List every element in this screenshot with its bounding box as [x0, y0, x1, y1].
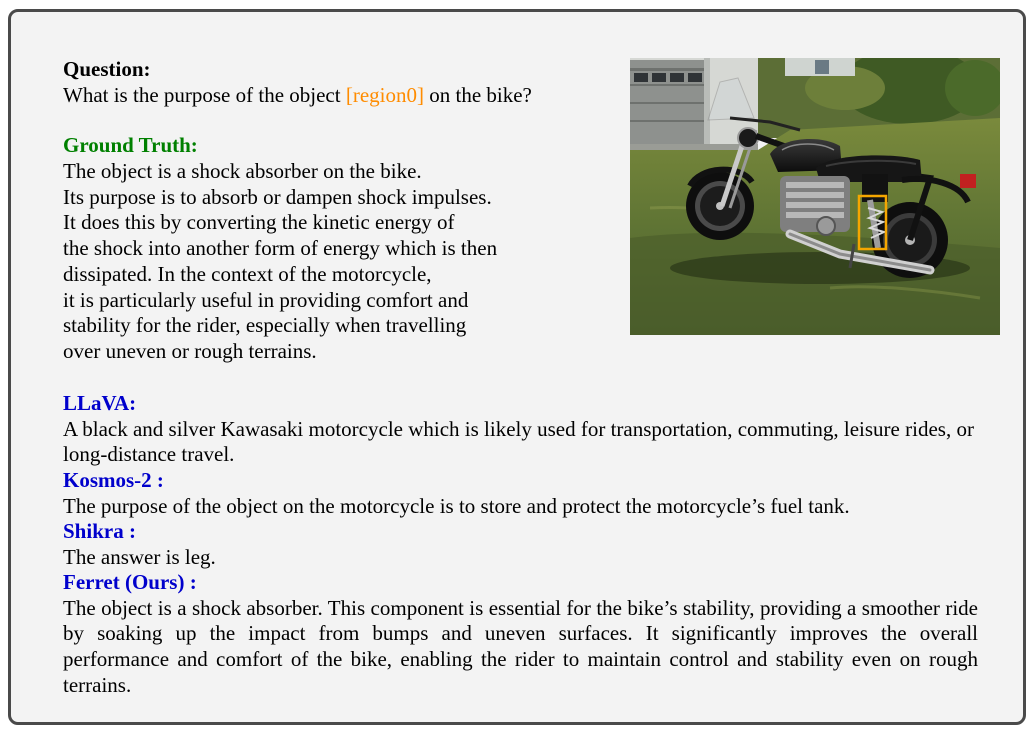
ground-truth-line: It does this by converting the kinetic energy of [63, 210, 455, 235]
question-prefix: What is the purpose of the object [63, 83, 346, 107]
ferret-answer: The object is a shock absorber. This component is essential for the bike’s stability, providing a smoother ride by soaking up the impact from bumps and uneven surfaces. It significantly improves the overall performance and comfort of the bike, enabling the rider to maintain control and stability even on rough terrains. [63, 595, 978, 697]
kosmos-answer: The purpose of the object on the motorcycle is to store and protect the motorcycle’s fuel tank. [63, 493, 850, 518]
ground-truth-line: dissipated. In the context of the motorcycle, [63, 261, 432, 286]
ground-truth-line: over uneven or rough terrains. [63, 338, 317, 363]
ground-truth-line: it is particularly useful in providing comfort and [63, 287, 469, 312]
shikra-answer: The answer is leg. [63, 544, 216, 569]
llava-heading: LLaVA: [63, 391, 137, 415]
question-heading: Question: [63, 57, 151, 81]
ground-truth-line: the shock into another form of energy which is then [63, 236, 498, 261]
shikra-heading: Shikra : [63, 519, 136, 543]
llava-answer: A black and silver Kawasaki motorcycle which is likely used for transportation, commuting, leisure rides, or long-distance travel. [63, 416, 974, 467]
question-suffix: on the bike? [423, 83, 532, 107]
region-token: [region0] [345, 83, 424, 107]
ground-truth-line: The object is a shock absorber on the bike. [63, 159, 422, 183]
question-text [63, 83, 532, 109]
ground-truth-line: Its purpose is to absorb or dampen shock impulses. [63, 184, 492, 209]
motorcycle-photo [630, 58, 1000, 335]
ground-truth-line: stability for the rider, especially when travelling [63, 313, 467, 338]
ground-truth-heading: Ground Truth: [63, 133, 198, 157]
kosmos-heading: Kosmos-2 : [63, 468, 164, 492]
ferret-heading: Ferret (Ours) : [63, 570, 197, 594]
